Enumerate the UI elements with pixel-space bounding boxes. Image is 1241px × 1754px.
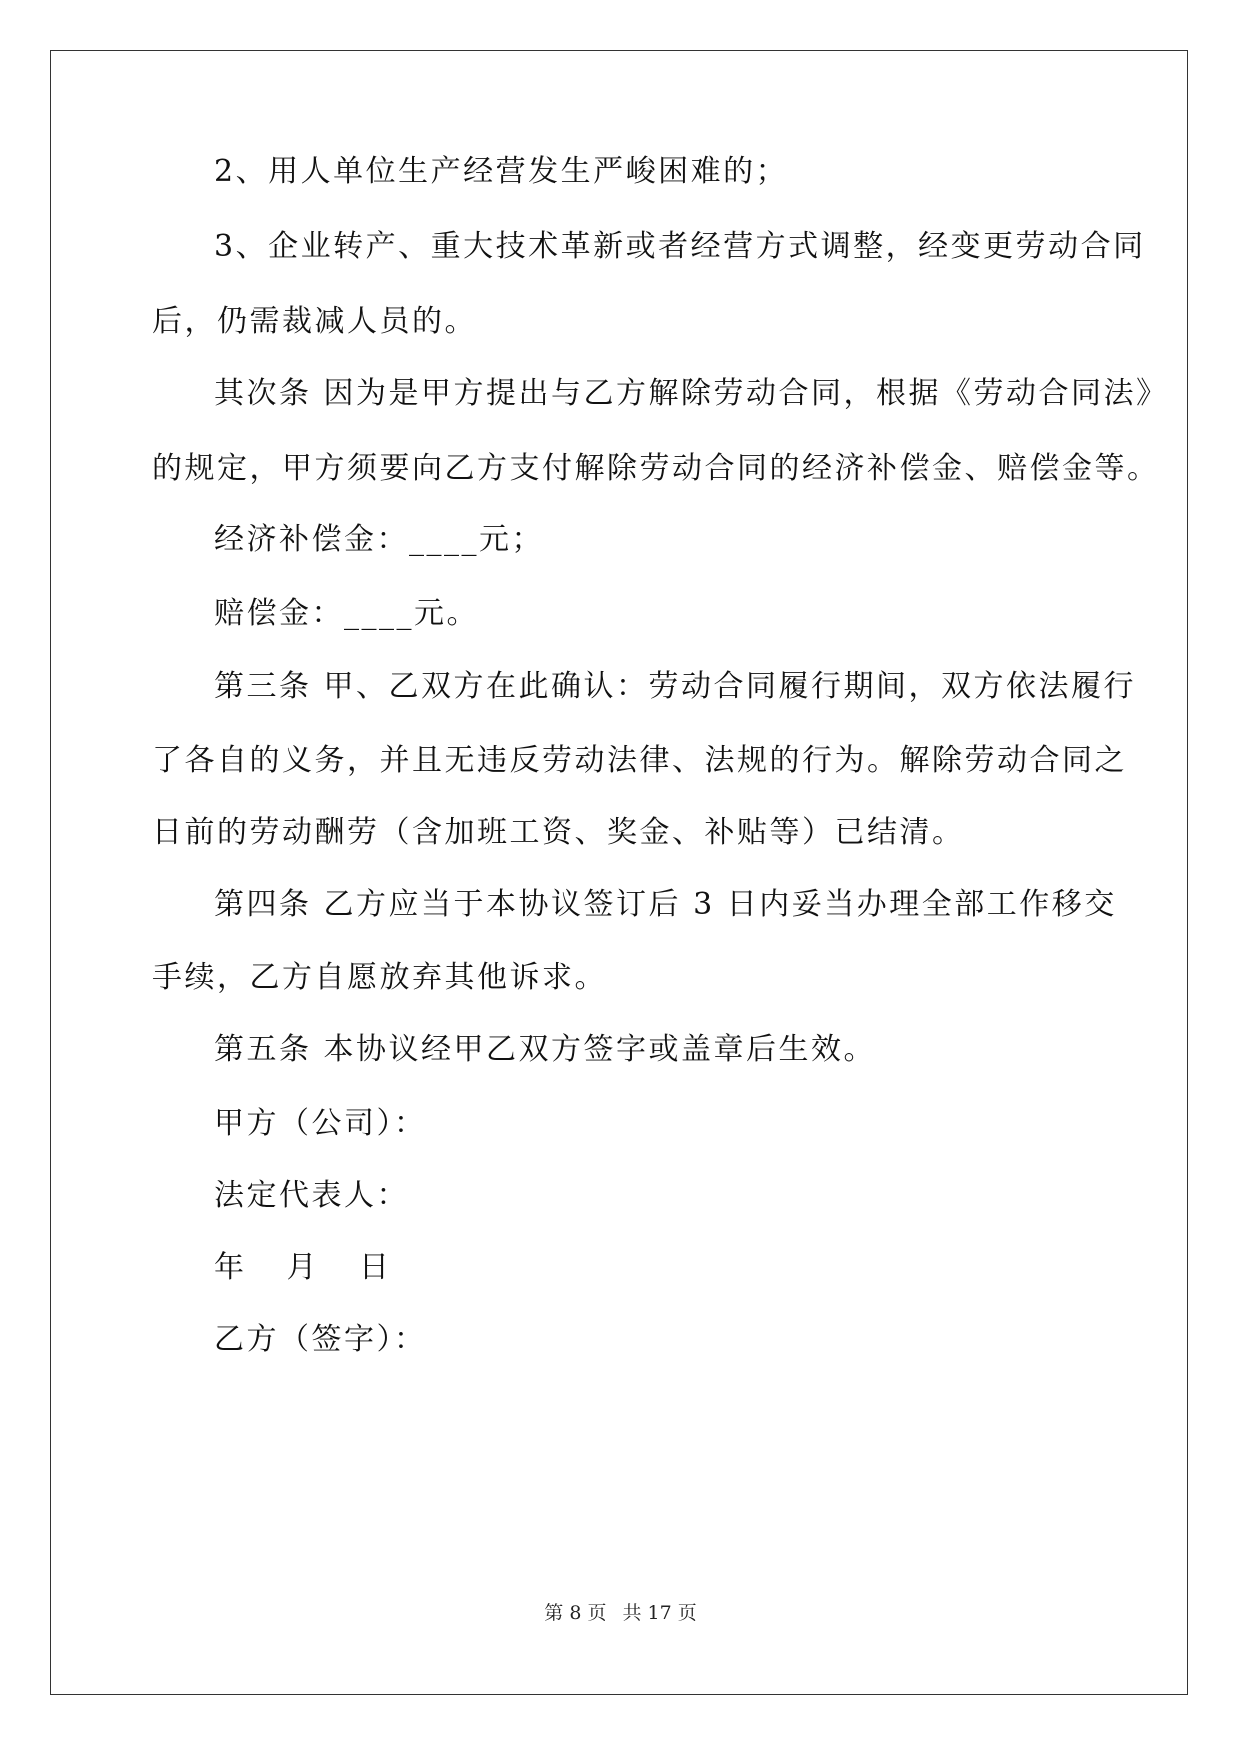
paragraph-line: 2、用人单位生产经营发生严峻困难的；: [214, 154, 789, 189]
paragraph-line: 日前的劳动酬劳（含加班工资、奖金、补贴等）已结清。: [152, 815, 965, 850]
party-a-line: 甲方（公司）：: [214, 1106, 427, 1141]
date-year: 年: [214, 1250, 247, 1285]
paragraph-line: 了各自的义务，并且无违反劳动法律、法规的行为。解除劳动合同之: [152, 743, 1127, 778]
paragraph-line: 第四条 乙方应当于本协议签订后 3 日内妥当办理全部工作移交: [214, 887, 1117, 922]
damages-line: 赔偿金：____元。: [214, 596, 479, 631]
compensation-line: 经济补偿金：____元；: [214, 522, 544, 557]
paragraph-line: 3、企业转产、重大技术革新或者经营方式调整，经变更劳动合同: [214, 229, 1146, 264]
page-border: [50, 50, 1188, 1695]
party-b-line: 乙方（签字）：: [214, 1322, 427, 1357]
date-day: 日: [359, 1250, 392, 1285]
paragraph-line: 后，仍需裁减人员的。: [152, 304, 477, 339]
paragraph-line: 第五条 本协议经甲乙双方签字或盖章后生效。: [214, 1032, 877, 1067]
page-total: 共 17 页: [622, 1602, 697, 1624]
date-line: [214, 1248, 392, 1288]
paragraph-line: 其次条 因为是甲方提出与乙方解除劳动合同，根据《劳动合同法》: [214, 376, 1169, 411]
page-number: 第 8 页: [544, 1602, 607, 1624]
paragraph-line: 的规定，甲方须要向乙方支付解除劳动合同的经济补偿金、赔偿金等。: [152, 451, 1160, 486]
paragraph-line: 第三条 甲、乙双方在此确认：劳动合同履行期间，双方依法履行: [214, 669, 1137, 704]
date-month: 月: [286, 1250, 319, 1285]
page-footer: [0, 1598, 1241, 1625]
paragraph-line: 手续，乙方自愿放弃其他诉求。: [152, 960, 607, 995]
legal-representative-line: 法定代表人：: [214, 1178, 409, 1213]
